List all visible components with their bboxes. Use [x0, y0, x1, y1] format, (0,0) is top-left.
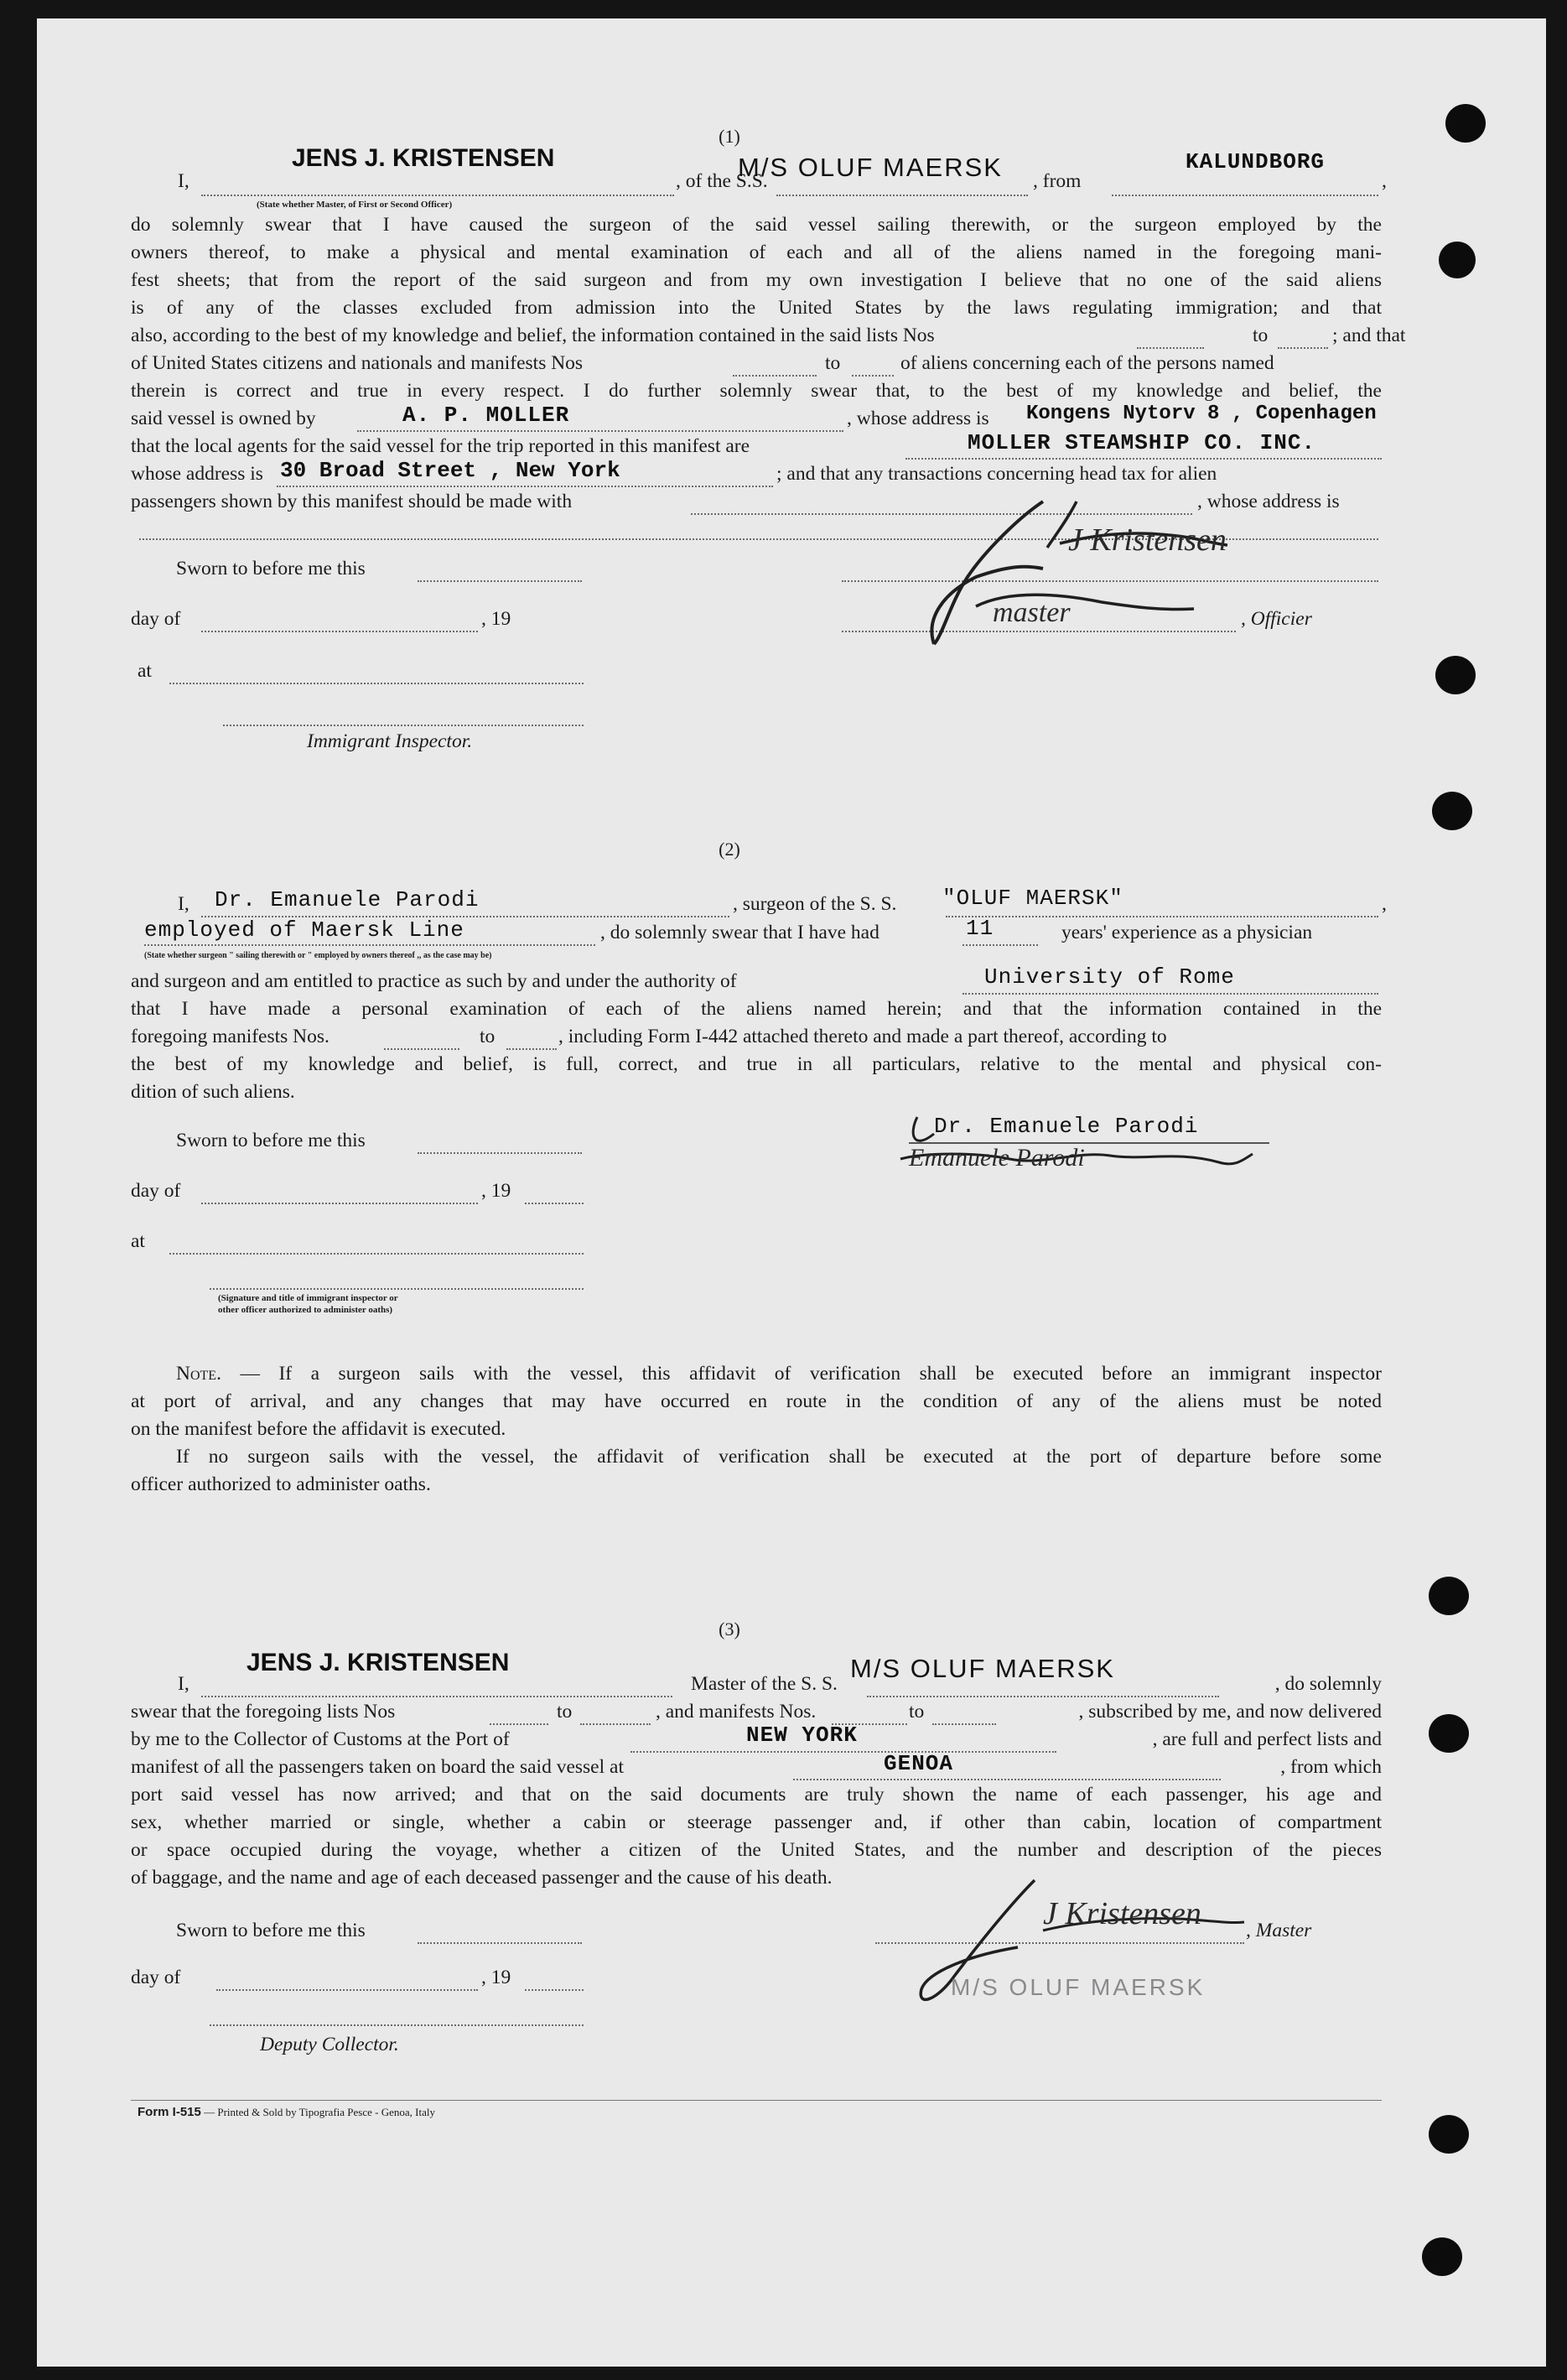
body-line: of baggage, and the name and age of each deceased passenger and the cause of his death.: [131, 1867, 833, 1889]
text: that the local agents for the said vessel for the trip reported in this manifest are: [131, 435, 750, 457]
text: ,: [1382, 170, 1387, 192]
text: to: [480, 1026, 496, 1047]
master-signature-text: J Kristensen: [1068, 522, 1227, 558]
dotted-line: [776, 195, 1028, 196]
section-number: (1): [719, 126, 740, 147]
note-line: [176, 1360, 1382, 1388]
body-line: owners thereof, to make a physical and mental examination of each and all of the aliens named in the foregoing mani-: [131, 242, 1382, 263]
dotted-line: [216, 1989, 478, 1991]
vessel-stamp: M/S OLUF MAERSK: [951, 1974, 1206, 2000]
master-signature-text: J Kristensen: [1043, 1896, 1201, 1931]
dotted-line: [1278, 347, 1328, 349]
body-line: of United States citizens and nationals and manifests Nos: [131, 352, 584, 374]
dotted-line: [932, 1723, 996, 1725]
state-note: (State whether Master, of First or Second Officer): [257, 200, 453, 210]
dotted-line: [630, 1751, 1056, 1753]
dotted-line: [277, 486, 773, 487]
punch-hole-icon: [1422, 2237, 1462, 2276]
body-line: therein is correct and true in every respect. I do further solemnly swear that, to the best of my knowledge and belief, the: [131, 380, 1382, 402]
sworn-label: Sworn to before me this: [176, 1920, 366, 1941]
text: , whose address is: [1197, 491, 1340, 512]
at-label: at: [138, 660, 152, 682]
text: , from which: [1280, 1756, 1382, 1778]
body-line: the best of my knowledge and belief, is full, correct, and true in all particulars, relative to the mental and physical con-: [131, 1053, 1382, 1075]
dotted-line: [490, 1723, 548, 1725]
dotted-line: [867, 1696, 1219, 1697]
vessel-name: M/S OLUF MAERSK: [850, 1654, 1115, 1683]
punch-hole-icon: [1432, 792, 1472, 830]
note-line: on the manifest before the affidavit is executed.: [131, 1418, 506, 1440]
sig-note: (Signature and title of immigrant inspector or: [218, 1293, 398, 1303]
dotted-line: [384, 1048, 459, 1050]
dotted-line: [223, 725, 584, 726]
dotted-line: [201, 1696, 672, 1697]
day-label: day of: [131, 608, 181, 630]
state-note: (State whether surgeon " sailing therewith or " employed by owners thereof ,, as the case may be): [144, 951, 492, 960]
note-text: — If a surgeon sails with the vessel, this affidavit of verification shall be executed before an immigrant inspector: [221, 1363, 1382, 1385]
sig-note: other officer authorized to administer oaths): [218, 1305, 393, 1315]
punch-hole-icon: [1429, 2115, 1469, 2154]
text: swear that the foregoing lists Nos: [131, 1701, 396, 1723]
section-number: (2): [719, 839, 740, 860]
year-label: , 19: [481, 1967, 511, 1988]
arrival-port: NEW YORK: [746, 1723, 858, 1748]
inspector-label: Immigrant Inspector.: [307, 730, 473, 752]
text: , do solemnly: [1274, 1673, 1382, 1695]
dotted-line: [793, 1779, 1221, 1780]
dotted-line: [580, 1723, 651, 1725]
dotted-line: [963, 944, 1038, 946]
text: foregoing manifests Nos.: [131, 1026, 329, 1047]
note-line: at port of arrival, and any changes that may have occurred en route in the condition of any of the aliens must be noted: [131, 1390, 1382, 1412]
agents-address: 30 Broad Street , New York: [280, 458, 620, 483]
from-port: KALUNDBORG: [1186, 149, 1326, 174]
year-label: , 19: [481, 1180, 511, 1202]
punch-hole-icon: [1429, 1714, 1469, 1753]
body-line: that I have made a personal examination of each of the aliens named herein; and that the information contained in the: [131, 998, 1382, 1020]
boarding-port: GENOA: [884, 1751, 954, 1776]
dotted-line: [506, 1048, 557, 1050]
text: said vessel is owned by: [131, 408, 316, 429]
body-line: port said vessel has now arrived; and that on the said documents are truly shown the name of each passenger, his age and: [131, 1784, 1382, 1806]
dotted-line: [210, 2024, 584, 2026]
body-line: or space occupied during the voyage, whether a citizen of the United States, and the number and description of the pieces: [131, 1839, 1382, 1861]
note-line: officer authorized to administer oaths.: [131, 1473, 431, 1495]
body-line: sex, whether married or single, whether a cabin or steerage passenger and, if other than cabin, location of compartment: [131, 1811, 1382, 1833]
dotted-line: [169, 1253, 584, 1255]
footer-rule: [131, 2100, 1382, 2101]
vessel-name: M/S OLUF MAERSK: [738, 153, 1003, 182]
text: passengers shown by this manifest should be made with: [131, 491, 573, 512]
manifest-page: [37, 18, 1546, 2367]
owner-address: Kongens Nytorv 8 , Copenhagen: [1026, 403, 1377, 425]
text: , of the S.S.: [676, 170, 768, 192]
master-label: , Master: [1246, 1920, 1312, 1941]
dotted-line: [905, 458, 1382, 460]
punch-hole-icon: [1445, 104, 1486, 143]
text: of aliens concerning each of the persons named: [900, 352, 1274, 374]
day-label: day of: [131, 1180, 181, 1202]
surgeon-signature-text: Emanuele Parodi: [909, 1144, 1085, 1172]
agents: MOLLER STEAMSHIP CO. INC.: [968, 430, 1316, 455]
owner: A. P. MOLLER: [402, 403, 570, 428]
body-line: also, according to the best of my knowledge and belief, the information contained in the said lists Nos: [131, 325, 935, 346]
printer-label: — Printed & Sold by Tipografia Pesce - Genoa, Italy: [200, 2106, 435, 2118]
text: , from: [1033, 170, 1082, 192]
body-line: fest sheets; that from the report of the said surgeon and from my own investigation I believe that no one of the said aliens: [131, 269, 1382, 291]
text: , are full and perfect lists and: [1152, 1728, 1382, 1750]
text: , whose address is: [847, 408, 989, 429]
dotted-line: [946, 916, 1378, 917]
text: , subscribed by me, and now delivered: [1078, 1701, 1382, 1723]
surgeon-vessel: "OLUF MAERSK": [942, 886, 1123, 911]
dotted-line: [210, 1288, 584, 1290]
surgeon-name: Dr. Emanuele Parodi: [215, 887, 480, 912]
note-label: Note.: [176, 1363, 221, 1385]
text: to: [825, 352, 841, 374]
dotted-line: [733, 375, 817, 377]
punch-hole-icon: [1439, 242, 1476, 278]
at-label: at: [131, 1230, 145, 1252]
dotted-line: [201, 195, 674, 196]
dotted-line: [963, 993, 1378, 995]
text: I,: [178, 1673, 189, 1695]
officer-label: , Officier: [1241, 608, 1312, 630]
dotted-line: [201, 1203, 478, 1204]
text: to: [1253, 325, 1269, 346]
text: to: [557, 1701, 573, 1723]
master-name: JENS J. KRISTENSEN: [246, 1649, 510, 1676]
employment: employed of Maersk Line: [144, 917, 464, 943]
authority: University of Rome: [984, 964, 1235, 990]
text: to: [909, 1701, 925, 1723]
text: Master of the S. S.: [691, 1673, 838, 1695]
text: , including Form I-442 attached thereto and made a part thereof, according to: [558, 1026, 1167, 1047]
dotted-line: [418, 1942, 582, 1944]
dotted-line: [357, 430, 843, 432]
punch-hole-icon: [1429, 1577, 1469, 1615]
text: by me to the Collector of Customs at the Port of: [131, 1728, 510, 1750]
text: , do solemnly swear that I have had: [600, 922, 879, 943]
sworn-label: Sworn to before me this: [176, 558, 366, 579]
collector-label: Deputy Collector.: [260, 2034, 399, 2055]
text: years' experience as a physician: [1061, 922, 1313, 943]
dotted-line: [852, 375, 894, 377]
body-line: do solemnly swear that I have caused the surgeon of the said vessel sailing therewith, or the surgeon employed by the: [131, 214, 1382, 236]
text: ; and that any transactions concerning head tax for alien: [776, 463, 1217, 485]
body-line: is of any of the classes excluded from admission into the United States by the laws regulating immigration; and that: [131, 297, 1382, 319]
form-footer: [138, 2105, 435, 2120]
dotted-line: [525, 1203, 584, 1204]
years-experience: 11: [966, 916, 994, 941]
dotted-line: [169, 683, 584, 684]
text: ,: [1382, 893, 1387, 915]
text: whose address is: [131, 463, 263, 485]
year-label: , 19: [481, 608, 511, 630]
text: manifest of all the passengers taken on board the said vessel at: [131, 1756, 624, 1778]
punch-hole-icon: [1435, 656, 1476, 694]
dotted-line: [201, 631, 478, 632]
dotted-line: [418, 1152, 582, 1154]
master-signature: [875, 485, 1345, 652]
dotted-line: [525, 1989, 584, 1991]
dotted-line: [1137, 347, 1204, 349]
text: ; and that: [1332, 325, 1406, 346]
text: I,: [178, 893, 189, 915]
dotted-line: [418, 580, 582, 582]
dotted-line: [1112, 195, 1378, 196]
section-number: (3): [719, 1619, 740, 1639]
body-line: dition of such aliens.: [131, 1081, 295, 1103]
note-line: If no surgeon sails with the vessel, the affidavit of verification shall be executed at the port of departure before some: [176, 1446, 1382, 1468]
dotted-line: [144, 944, 595, 946]
typed-surgeon-signature: Dr. Emanuele Parodi: [934, 1114, 1199, 1139]
text: , and manifests Nos.: [656, 1701, 817, 1723]
text: I,: [178, 170, 189, 192]
master-signature-title: master: [993, 597, 1071, 628]
sworn-label: Sworn to before me this: [176, 1130, 366, 1151]
text: and surgeon and am entitled to practice as such by and under the authority of: [131, 970, 737, 992]
master-name: JENS J. KRISTENSEN: [292, 144, 555, 172]
form-label: Form I-515: [138, 2105, 201, 2119]
text: , surgeon of the S. S.: [733, 893, 897, 915]
day-label: day of: [131, 1967, 181, 1988]
